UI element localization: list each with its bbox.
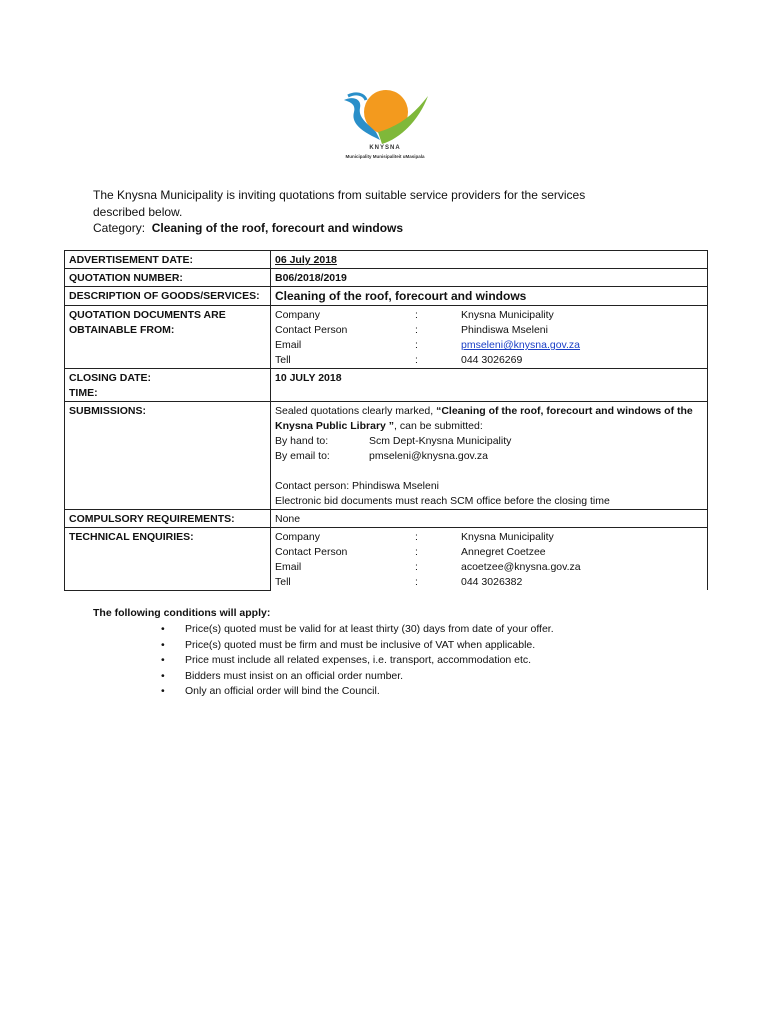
- tech-company-value: Knysna Municipality: [461, 531, 554, 543]
- closing-cell: [65, 369, 271, 402]
- knysna-logo: [330, 88, 440, 166]
- docs-contact-row: [275, 323, 703, 338]
- tech-company-key: Company: [275, 531, 320, 543]
- tech-email-row: [275, 560, 703, 575]
- intro-line-1: The Knysna Municipality is inviting quotations from suitable service providers for the services: [93, 188, 586, 202]
- by-hand-row: [275, 434, 703, 449]
- tech-enquiries-cell: [271, 528, 708, 591]
- submissions-cell: [271, 402, 708, 510]
- tech-tell-row: [275, 575, 703, 590]
- bullet-icon: •: [161, 623, 165, 635]
- condition-text: Price must include all related expenses, i.e. transport, accommodation etc.: [185, 654, 532, 666]
- electronic-bid-line: Electronic bid documents must reach SCM office before the closing time: [275, 495, 610, 507]
- quote-number-value: B06/2018/2019: [275, 272, 347, 284]
- category-value: Cleaning of the roof, forecourt and windows: [151, 221, 404, 235]
- advert-date-label: ADVERTISEMENT DATE:: [65, 251, 271, 269]
- quotation-info-table: [64, 250, 708, 591]
- docs-email-link[interactable]: pmseleni@knysna.gov.za: [461, 339, 581, 351]
- description-value: Cleaning of the roof, forecourt and windows: [275, 289, 527, 303]
- by-hand-label: By hand to:: [275, 435, 329, 447]
- requirements-value: None: [271, 510, 708, 528]
- submissions-bold: “Cleaning of the roof, forecourt and windows of the Knysna Public Library ”: [275, 405, 693, 432]
- table-row: [65, 287, 708, 306]
- bullet-icon: •: [161, 654, 165, 666]
- bullet-icon: •: [161, 685, 165, 697]
- tech-contact-key: Contact Person: [275, 546, 348, 558]
- description-label: DESCRIPTION OF GOODS/SERVICES:: [65, 287, 271, 306]
- by-email-row: [275, 449, 703, 464]
- requirements-label: COMPULSORY REQUIREMENTS:: [65, 510, 271, 528]
- docs-email-sep: :: [415, 339, 418, 351]
- tech-contact-row: [275, 545, 703, 560]
- list-item: [161, 684, 653, 700]
- docs-contact-key: Contact Person: [275, 324, 348, 336]
- table-row: [65, 528, 708, 591]
- tech-company-sep: :: [415, 531, 418, 543]
- docs-label: QUOTATION DOCUMENTS ARE OBTAINABLE FROM:: [65, 306, 271, 369]
- tech-tell-value: 044 3026382: [461, 576, 523, 588]
- tech-email-key: Email: [275, 561, 302, 573]
- list-item: [161, 669, 653, 685]
- docs-email-row: [275, 338, 703, 353]
- contact-person-line: Contact person: Phindiswa Mseleni: [275, 480, 440, 492]
- docs-tell-key: Tell: [275, 354, 291, 366]
- submissions-text-2: , can be submitted:: [394, 420, 483, 432]
- tech-tell-key: Tell: [275, 576, 291, 588]
- category-label: Category:: [93, 221, 146, 235]
- tech-contact-sep: :: [415, 546, 418, 558]
- docs-tell-value: 044 3026269: [461, 354, 523, 366]
- by-email-label: By email to:: [275, 450, 330, 462]
- org-subtitle: Municipality Munisipaliteit uMasipala: [345, 154, 425, 159]
- time-label: TIME:: [69, 387, 98, 399]
- docs-company-key: Company: [275, 309, 320, 321]
- tech-tell-sep: :: [415, 576, 418, 588]
- list-item: [161, 653, 653, 669]
- list-item: [161, 622, 653, 638]
- advert-date-value: 06 July 2018: [275, 254, 337, 266]
- docs-company-value: Knysna Municipality: [461, 309, 554, 321]
- quote-number-label: QUOTATION NUMBER:: [65, 269, 271, 287]
- docs-tell-row: [275, 353, 703, 368]
- list-item: [161, 638, 653, 654]
- closing-date-label: CLOSING DATE:: [69, 372, 152, 384]
- knysna-emblem-icon: [342, 88, 428, 144]
- closing-date-value: 10 JULY 2018: [275, 372, 342, 384]
- by-email-value: pmseleni@knysna.gov.za: [369, 450, 489, 462]
- intro-line-2: described below.: [93, 204, 183, 219]
- docs-company-row: [275, 308, 703, 323]
- table-row: [65, 251, 708, 269]
- condition-text: Price(s) quoted must be valid for at least thirty (30) days from date of your offer.: [185, 623, 554, 635]
- conditions-heading: The following conditions will apply:: [93, 607, 271, 619]
- bullet-icon: •: [161, 669, 165, 682]
- intro-paragraph: [93, 187, 653, 237]
- tech-company-row: [275, 530, 703, 545]
- submissions-text-1: Sealed quotations clearly marked,: [275, 405, 437, 417]
- org-name: KNYSNA: [369, 145, 401, 151]
- tech-contact-value: Annegret Coetzee: [461, 546, 546, 558]
- submissions-text: [275, 404, 703, 434]
- condition-text: Bidders must insist on an official order number.: [185, 669, 404, 682]
- tech-email-sep: :: [415, 561, 418, 573]
- condition-text: Only an official order will bind the Council.: [185, 685, 380, 697]
- table-row: [65, 306, 708, 369]
- table-row: [65, 510, 708, 528]
- category-line: [93, 220, 653, 237]
- docs-contact-sep: :: [415, 324, 418, 336]
- docs-contact-value: Phindiswa Mseleni: [461, 324, 548, 336]
- table-row: [65, 269, 708, 287]
- condition-text: Price(s) quoted must be firm and must be inclusive of VAT when applicable.: [185, 638, 536, 651]
- conditions-section: [93, 607, 653, 700]
- docs-tell-sep: :: [415, 354, 418, 366]
- conditions-list: [93, 622, 653, 700]
- docs-email-key: Email: [275, 339, 302, 351]
- table-row: [65, 369, 708, 402]
- tech-enquiries-label: TECHNICAL ENQUIRIES:: [65, 528, 271, 591]
- bullet-icon: •: [161, 638, 165, 651]
- tech-email-value: acoetzee@knysna.gov.za: [461, 561, 581, 573]
- docs-company-sep: :: [415, 309, 418, 321]
- table-row: [65, 402, 708, 510]
- submissions-label: SUBMISSIONS:: [65, 402, 271, 510]
- by-hand-value: Scm Dept-Knysna Municipality: [369, 435, 512, 447]
